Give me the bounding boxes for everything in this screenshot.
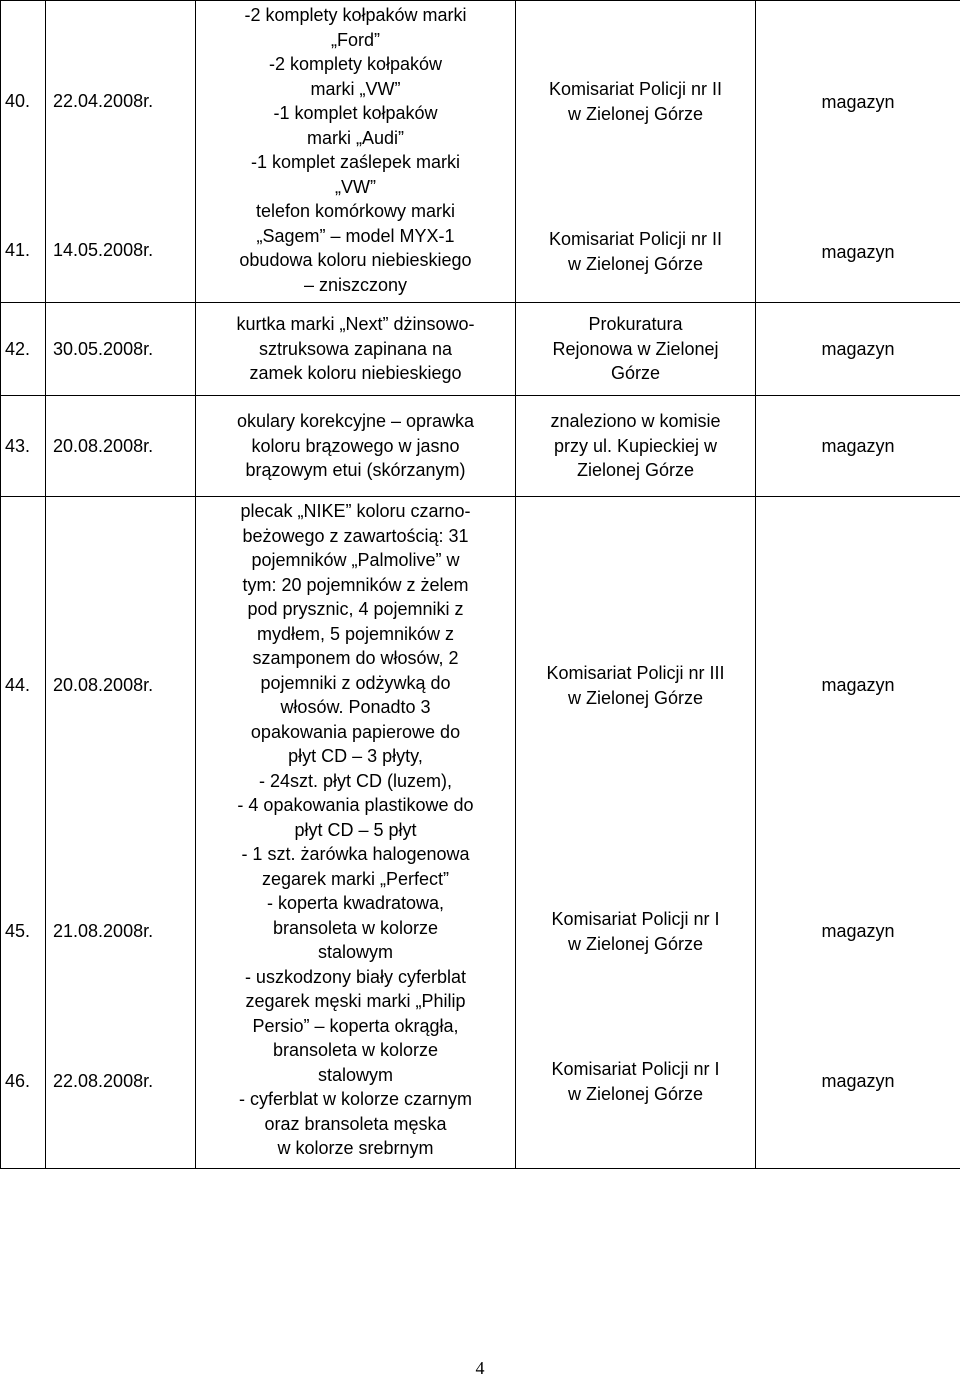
row-date: 30.05.2008r.	[46, 337, 195, 362]
description-line: zegarek męski marki „Philip	[196, 989, 515, 1014]
row-date: 20.08.2008r.	[46, 673, 153, 698]
storage-cell	[756, 497, 960, 1169]
description-line: zegarek marki „Perfect”	[196, 867, 515, 892]
location-line: Komisariat Policji nr II	[516, 77, 755, 102]
row-number: 40.	[1, 89, 30, 114]
row-date: 22.08.2008r.	[46, 1069, 153, 1094]
table-row	[1, 303, 960, 396]
storage-place: magazyn	[756, 337, 960, 362]
description-cell	[196, 1, 516, 303]
description-line: pojemników „Palmolive” w	[196, 548, 515, 573]
date-cell	[46, 396, 196, 497]
description-line: - 24szt. płyt CD (luzem),	[196, 769, 515, 794]
location-cell	[516, 303, 756, 396]
location-line: przy ul. Kupieckiej w	[516, 434, 755, 459]
location-line: Zielonej Górze	[516, 458, 755, 483]
row-number: 45.	[1, 919, 30, 944]
location-line: znaleziono w komisie	[516, 409, 755, 434]
table-row	[1, 497, 960, 1169]
location-line: Prokuratura	[516, 312, 755, 337]
location-line: Komisariat Policji nr I	[516, 907, 755, 932]
number-cell	[1, 497, 46, 1169]
description-line: -2 komplety kołpaków marki	[196, 3, 515, 28]
description-line: - cyferblat w kolorze czarnym	[196, 1087, 515, 1112]
storage-place: magazyn	[756, 434, 960, 459]
row-number: 42.	[1, 337, 45, 362]
description-line: brązowym etui (skórzanym)	[196, 458, 515, 483]
description-line: płyt CD – 5 płyt	[196, 818, 515, 843]
location-line: Komisariat Policji nr II	[516, 227, 755, 252]
row-date: 22.04.2008r.	[46, 89, 153, 114]
description-line: plecak „NIKE” koloru czarno-	[196, 499, 515, 524]
description-line: Persio” – koperta okrągła,	[196, 1014, 515, 1039]
storage-place: magazyn	[756, 673, 960, 698]
description-line: „VW”	[196, 175, 515, 200]
description-line: - 4 opakowania plastikowe do	[196, 793, 515, 818]
description-line: opakowania papierowe do	[196, 720, 515, 745]
storage-place: magazyn	[756, 240, 960, 265]
location-cell	[516, 497, 756, 1169]
row-number-40	[1, 89, 45, 114]
date-cell	[46, 497, 196, 1169]
description-line: „Sagem” – model MYX-1	[196, 224, 515, 249]
location-cell	[516, 396, 756, 497]
description-line: sztruksowa zapinana na	[196, 337, 515, 362]
description-line: szamponem do włosów, 2	[196, 646, 515, 671]
description-line: beżowego z zawartością: 31	[196, 524, 515, 549]
row-date: 14.05.2008r.	[46, 238, 153, 263]
row-number: 44.	[1, 673, 30, 698]
row-number: 46.	[1, 1069, 30, 1094]
description-line: płyt CD – 3 płyty,	[196, 744, 515, 769]
description-line: tym: 20 pojemników z żelem	[196, 573, 515, 598]
location-line: Komisariat Policji nr III	[516, 661, 755, 686]
storage-place: magazyn	[756, 919, 960, 944]
description-cell	[196, 497, 516, 1169]
location-line: w Zielonej Górze	[516, 932, 755, 957]
description-line: marki „VW”	[196, 77, 515, 102]
storage-cell	[756, 396, 960, 497]
description-line: telefon komórkowy marki	[196, 199, 515, 224]
date-cell	[46, 1, 196, 303]
number-cell	[1, 1, 46, 303]
number-cell	[1, 396, 46, 497]
storage-place: magazyn	[756, 90, 960, 115]
description-line: -2 komplety kołpaków	[196, 52, 515, 77]
storage-cell	[756, 303, 960, 396]
description-line: -1 komplet zaślepek marki	[196, 150, 515, 175]
storage-cell	[756, 1, 960, 303]
table-row	[1, 396, 960, 497]
description-line: kurtka marki „Next” dżinsowo-	[196, 312, 515, 337]
row-date: 20.08.2008r.	[46, 434, 195, 459]
description-line: w kolorze srebrnym	[196, 1136, 515, 1161]
description-line: mydłem, 5 pojemników z	[196, 622, 515, 647]
location-line: w Zielonej Górze	[516, 252, 755, 277]
description-line: oraz bransoleta męska	[196, 1112, 515, 1137]
row-number: 41.	[1, 238, 30, 263]
row-date: 21.08.2008r.	[46, 919, 153, 944]
description-line: bransoleta w kolorze	[196, 1038, 515, 1063]
location-line: w Zielonej Górze	[516, 102, 755, 127]
location-line: Rejonowa w Zielonej	[516, 337, 755, 362]
location-line: Górze	[516, 361, 755, 386]
description-line: pojemniki z odżywką do	[196, 671, 515, 696]
description-line: stalowym	[196, 940, 515, 965]
description-line: pod prysznic, 4 pojemniki z	[196, 597, 515, 622]
description-line: - 1 szt. żarówka halogenowa	[196, 842, 515, 867]
page-number: 4	[0, 1356, 960, 1381]
row-number: 43.	[1, 434, 45, 459]
description-line: obudowa koloru niebieskiego	[196, 248, 515, 273]
description-line: okulary korekcyjne – oprawka	[196, 409, 515, 434]
location-line: Komisariat Policji nr I	[516, 1057, 755, 1082]
description-cell	[196, 396, 516, 497]
table-row	[1, 1, 960, 303]
description-line: -1 komplet kołpaków	[196, 101, 515, 126]
description-line: marki „Audi”	[196, 126, 515, 151]
description-line: koloru brązowego w jasno	[196, 434, 515, 459]
description-cell	[196, 303, 516, 396]
date-cell	[46, 303, 196, 396]
description-line: bransoleta w kolorze	[196, 916, 515, 941]
location-line: w Zielonej Górze	[516, 686, 755, 711]
location-cell	[516, 1, 756, 303]
description-line: - koperta kwadratowa,	[196, 891, 515, 916]
description-line: - uszkodzony biały cyferblat	[196, 965, 515, 990]
description-line: – zniszczony	[196, 273, 515, 298]
storage-place: magazyn	[756, 1069, 960, 1094]
description-line: „Ford”	[196, 28, 515, 53]
description-line: zamek koloru niebieskiego	[196, 361, 515, 386]
row-number-41	[1, 238, 45, 263]
description-line: włosów. Ponadto 3	[196, 695, 515, 720]
number-cell	[1, 303, 46, 396]
description-line: stalowym	[196, 1063, 515, 1088]
location-line: w Zielonej Górze	[516, 1082, 755, 1107]
